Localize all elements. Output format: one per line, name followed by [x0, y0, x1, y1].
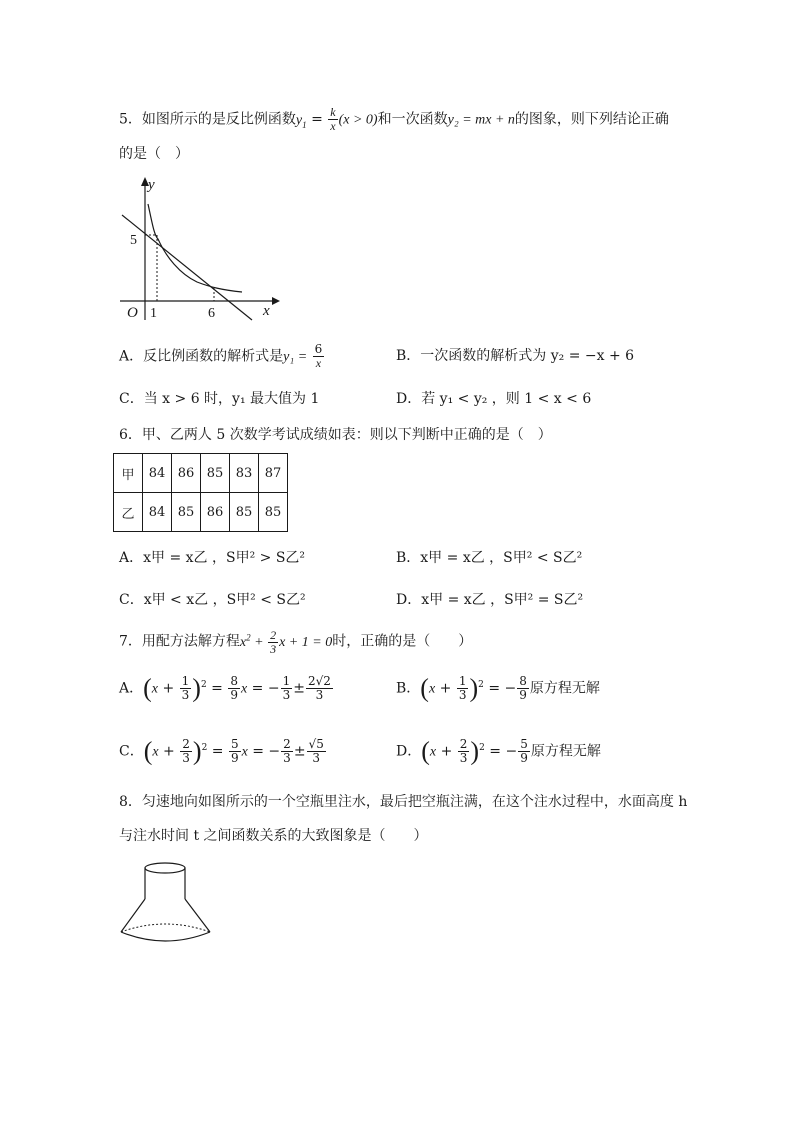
linear-function-line [122, 215, 252, 320]
q5-graph [110, 172, 285, 322]
q5-y1: $y_1$ [295, 112, 307, 130]
q7-option-d[interactable]: D．(x + $\frac{2}{3}$ )$^2$ = − $\frac{5}{9}$ 原方程无解 [396, 736, 601, 766]
q6-option-a[interactable]: A．x甲 = x乙 ，S甲² > S乙² [119, 550, 306, 566]
frac-den: x [315, 356, 322, 370]
frac-num: k [330, 105, 336, 119]
q6-option-c[interactable]: C．x甲 < x乙 ，S甲² < S乙² [119, 592, 306, 608]
score-cell: 85 [259, 493, 288, 532]
row-name: 甲 [114, 454, 143, 493]
graph-origin-label: O [127, 305, 138, 321]
graph-x-label: x [263, 303, 270, 319]
q7-option-b[interactable]: B．(x + $\frac{1}{3}$ )$^2$ = − $\frac{8}{9}$ 原方程无解 [396, 673, 600, 703]
graph-y-label: y [148, 177, 155, 193]
graph-tick-5: 5 [130, 233, 137, 248]
no-solution-text: 原方程无解 [529, 680, 600, 697]
q5-k-over-x [328, 106, 337, 133]
score-cell: 85 [201, 454, 230, 493]
option-label: D． [396, 743, 422, 760]
q7-equation: $x^2$ + $\frac{2}{3}$ x + 1 = 0 [239, 627, 333, 656]
q5-option-d[interactable]: D．若 y₁ < y₂ ，则 1 < x < 6 [396, 391, 592, 407]
q5-text-c: 的图象，则下列结论正确 [514, 111, 669, 128]
x-axis-arrow [272, 297, 280, 305]
neck-top-ellipse [145, 863, 185, 873]
score-cell: 86 [172, 454, 201, 493]
q7-frac: $\frac{2}{3}$ [270, 627, 277, 656]
option-label: C． [119, 743, 144, 760]
option-label: A． [119, 680, 144, 697]
frac-den: x [330, 119, 336, 133]
q8-stem-line1: 8．匀速地向如图所示的一个空瓶里注水，最后把空瓶注满，在这个注水过程中，水面高度 h [119, 794, 688, 810]
q7-option-c[interactable]: C．(x + $\frac{2}{3}$ )$^2$ = $\frac{5}{9}$ x = − $\frac{2}{3}$ ± $\frac{√5}{3}$ [119, 736, 324, 766]
q5-option-a[interactable] [119, 343, 325, 370]
score-cell: 85 [172, 493, 201, 532]
score-cell: 87 [259, 454, 288, 493]
score-cell: 86 [201, 493, 230, 532]
q8-stem-line2: 与注水时间 t 之间函数关系的大致图象是（ ） [119, 828, 428, 844]
q5-option-a-lhs: y₁ = [283, 349, 308, 365]
base-back-dashed [121, 924, 210, 932]
q7-stem [119, 627, 472, 656]
score-cell: 84 [143, 493, 172, 532]
q7-stem-a: 7．用配方法解方程 [119, 633, 240, 650]
q6-option-d[interactable]: D．x甲 = x乙 ，S甲² = S乙² [396, 592, 584, 608]
q6-option-b[interactable]: B．x甲 = x乙 ，S甲² < S乙² [396, 550, 583, 566]
graph-tick-1: 1 [150, 306, 157, 321]
q5-linear: y₂ = mx + n [447, 112, 515, 128]
body-left [121, 899, 145, 932]
q5-option-c[interactable]: C．当 x > 6 时，y₁ 最大值为 1 [119, 391, 320, 407]
table-row [114, 493, 288, 532]
no-solution-text: 原方程无解 [530, 743, 601, 760]
q7-option-a[interactable]: A．(x + $\frac{1}{3}$ )$^2$ = $\frac{8}{9}$ x = − $\frac{1}{3}$ ± $\frac{2√2}{3}$ [119, 673, 331, 703]
table-row [114, 454, 288, 493]
q5-stem-line1: 5．如图所示的是反比例函数$y_1$ = $\frac{k}{x}$ (x > 0)和一次函数y₂ = mx + n的图象，则下列结论正确 [119, 105, 669, 133]
inverse-function-curve [148, 204, 242, 292]
score-cell: 84 [143, 454, 172, 493]
base-front [121, 932, 210, 941]
q7-stem-b: 时，正确的是（ ） [332, 633, 473, 650]
graph-tick-6: 6 [208, 306, 215, 321]
q8-bottle-figure [118, 856, 218, 946]
q5-text-b: 和一次函数 [377, 111, 448, 128]
option-label: B． [396, 680, 421, 697]
q5-stem-line2: 的是（ ） [119, 146, 189, 162]
q5-text-a: 5．如图所示的是反比例函数 [119, 111, 296, 128]
row-name: 乙 [114, 493, 143, 532]
frac-num: 6 [314, 342, 323, 356]
body-right [185, 899, 210, 932]
score-cell: 83 [230, 454, 259, 493]
q6-score-table [113, 453, 288, 532]
q5-option-a-text: A．反比例函数的解析式是 [119, 348, 284, 365]
q5-condition: (x > 0) [338, 112, 378, 128]
score-cell: 85 [230, 493, 259, 532]
q5-option-b[interactable]: B．一次函数的解析式为 y₂ = −x + 6 [396, 348, 635, 364]
q6-stem: 6．甲、乙两人 5 次数学考试成绩如表：则以下判断中正确的是（ ） [119, 427, 552, 443]
q5-option-a-frac [313, 343, 325, 370]
